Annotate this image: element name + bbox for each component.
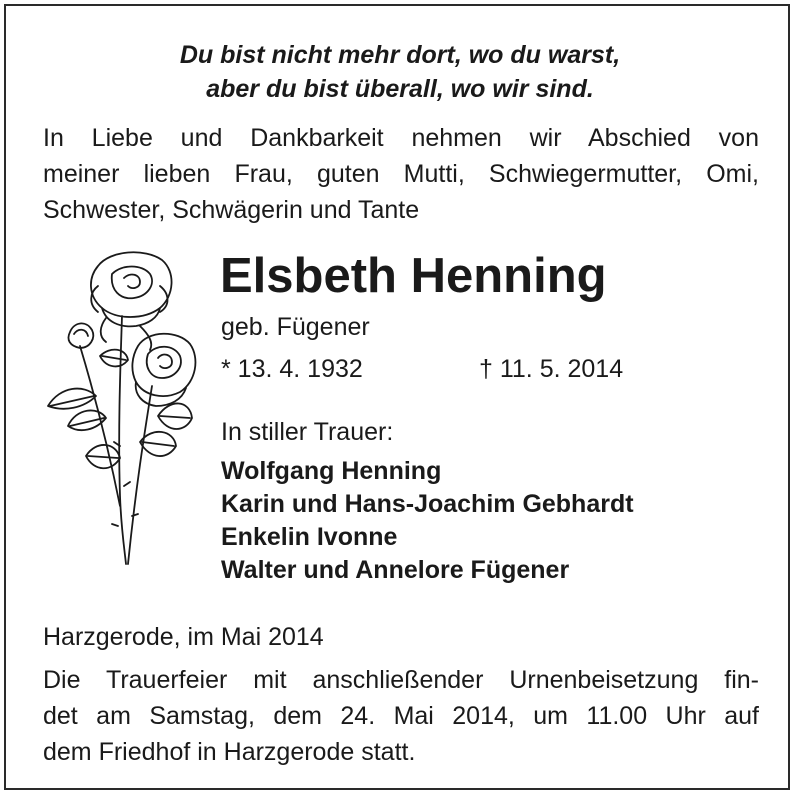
motto [0,38,800,106]
intro-line-1: In Liebe und Dankbarkeit nehmen wir Abschied von [43,124,759,152]
deceased-name: Elsbeth Henning [220,249,607,303]
intro-text [43,120,759,228]
place-date: Harzgerode, im Mai 2014 [43,623,324,651]
mourner-name: Karin und Hans-Joachim Gebhardt [221,490,634,518]
mourning-label: In stiller Trauer: [221,418,394,446]
motto-line-1: Du bist nicht mehr dort, wo du warst, [179,41,621,69]
mourners-list [221,455,634,587]
birth-name: geb. Fügener [221,313,370,341]
intro-line-2: meiner lieben Frau, guten Mutti, Schwiegermutter, Omi, [43,160,759,188]
rose-illustration-icon [40,246,200,576]
mourner-name: Wolfgang Henning [221,457,442,485]
ceremony-text [43,662,759,770]
intro-line-3: Schwester, Schwägerin und Tante [43,196,420,224]
life-dates [221,352,624,386]
mourner-name: Enkelin Ivonne [221,523,398,551]
ceremony-line-1: Die Trauerfeier mit anschließender Urnenbeisetzung fin- [43,666,759,694]
motto-line-2: aber du bist überall, wo wir sind. [206,75,594,103]
mourner-name: Walter und Annelore Fügener [221,556,570,584]
ceremony-line-3: dem Friedhof in Harzgerode statt. [43,738,416,766]
birth-date: * 13. 4. 1932 [221,355,363,383]
ceremony-line-2: det am Samstag, dem 24. Mai 2014, um 11.00 Uhr auf [43,702,759,730]
death-date: † 11. 5. 2014 [479,355,624,383]
